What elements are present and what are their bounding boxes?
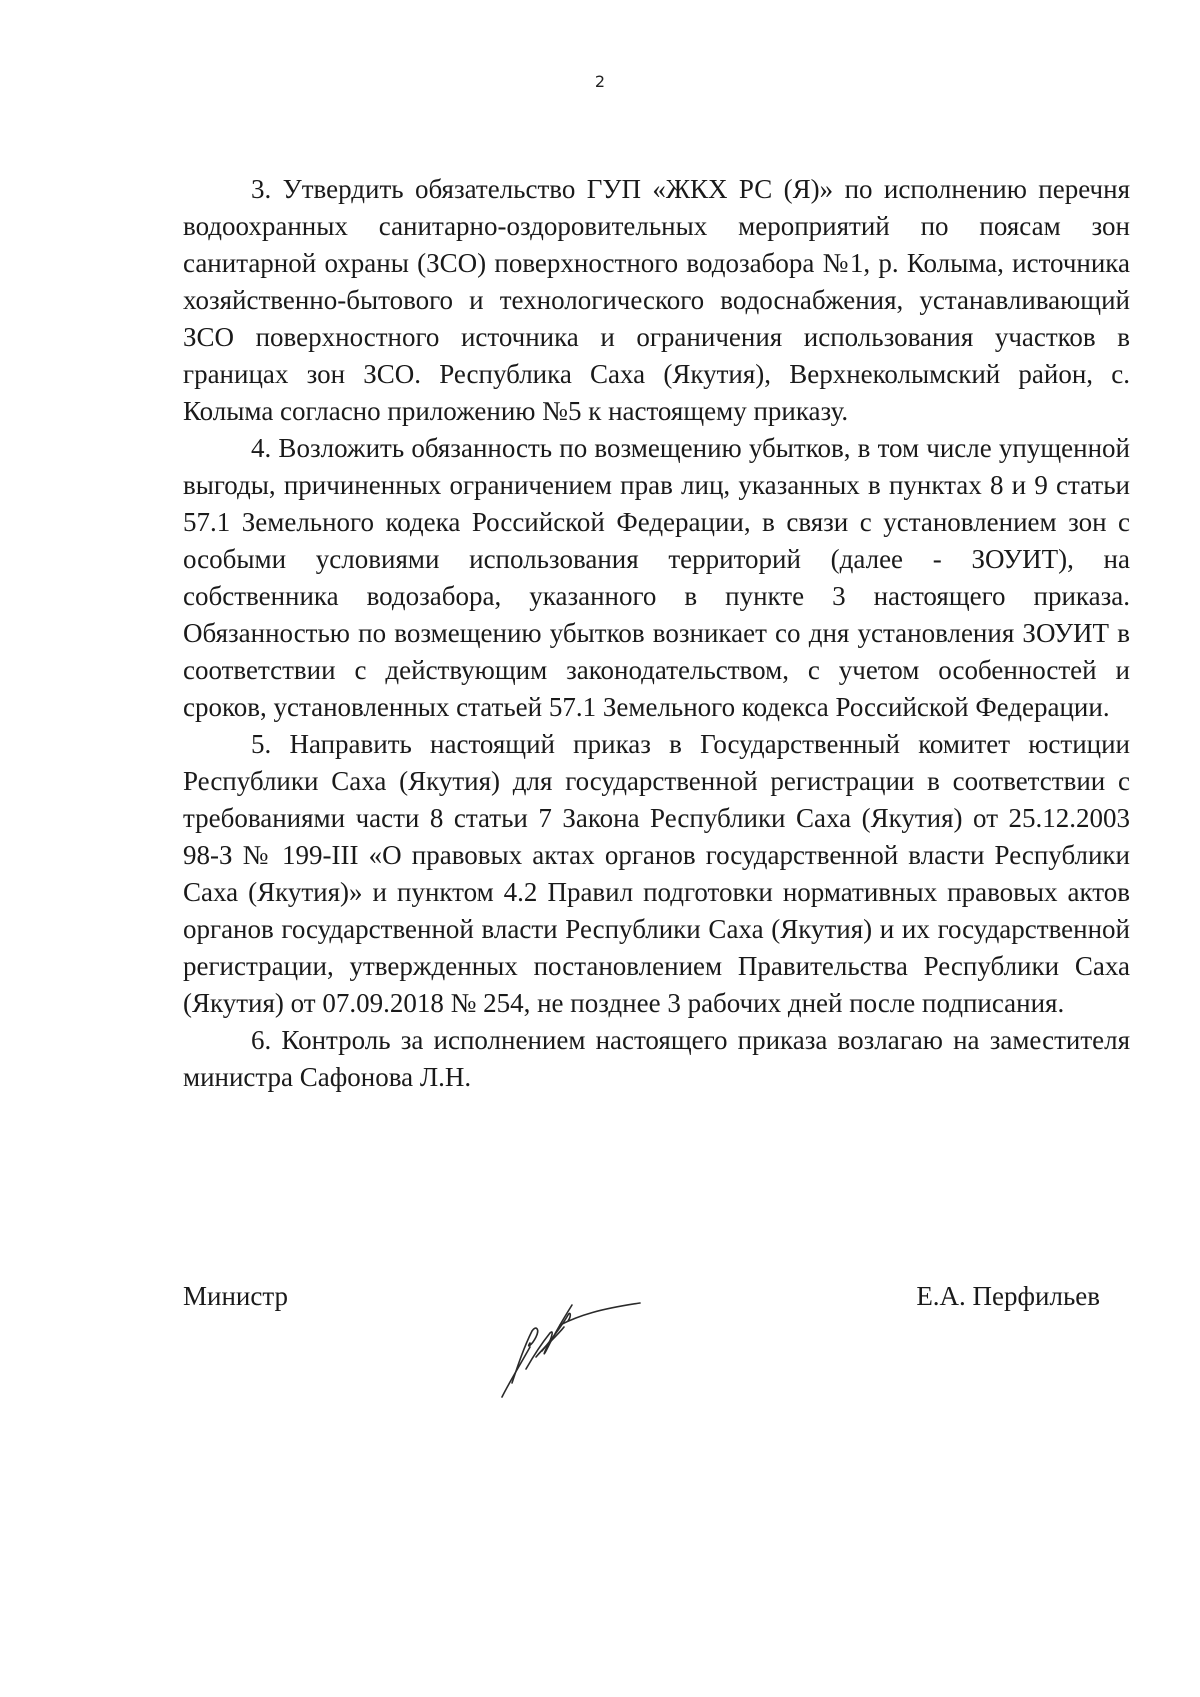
paragraph-5: 5. Направить настоящий приказ в Государственный комитет юстиции Республики Саха (Якутия) для государственной регистрации в соответствии с требованиями части 8 статьи 7 Закона Республики Саха (Якутия) от 25.12.2003 98-З № 199-III «О правовых актах органов государственной власти Республики Саха (Якутия)» и пунктом 4.2 Правил подготовки нормативных правовых актов органов государственной власти Республики Саха (Якутия) и их государственной регистрации, утвержденных постановлением Правительства Республики Саха (Якутия) от 07.09.2018 № 254, не позднее 3 рабочих дней после подписания. bbox=[183, 729, 1130, 1018]
page-number: 2 bbox=[594, 72, 606, 91]
signatory-name: Е.А. Перфильев bbox=[916, 1281, 1100, 1311]
handwritten-signature bbox=[490, 1285, 650, 1405]
paragraph-6: 6. Контроль за исполнением настоящего приказа возлагаю на заместителя министра Сафонова Л.Н. bbox=[183, 1025, 1130, 1092]
paragraph-4: 4. Возложить обязанность по возмещению убытков, в том числе упущенной выгоды, причиненных ограничением прав лиц, указанных в пунктах 8 и 9 статьи 57.1 Земельного кодека Российской Федерации, в связи с установлением зон с особыми условиями использования территорий (далее - ЗОУИТ), на собственника водозабора, указанного в пункте 3 настоящего приказа. Обязанностью по возмещению убытков возникает со дня установления ЗОУИТ в соответствии с действующим законодательством, с учетом особенностей и сроков, установленных статьей 57.1 Земельного кодекса Российской Федерации. bbox=[183, 433, 1130, 722]
paragraph-3: 3. Утвердить обязательство ГУП «ЖКХ РС (Я)» по исполнению перечня водоохранных санитарно-оздоровительных мероприятий по поясам зон санитарной охраны (ЗСО) поверхностного водозабора №1, р. Колыма, источника хозяйственно-бытового и технологического водоснабжения, устанавливающий ЗСО поверхностного источника и ограничения использования участков в границах зон ЗСО. Республика Саха (Якутия), Верхнеколымский район, с. Колыма согласно приложению №5 к настоящему приказу. bbox=[183, 174, 1130, 426]
document-body bbox=[183, 171, 1130, 1096]
signatory-title: Министр bbox=[183, 1281, 288, 1311]
